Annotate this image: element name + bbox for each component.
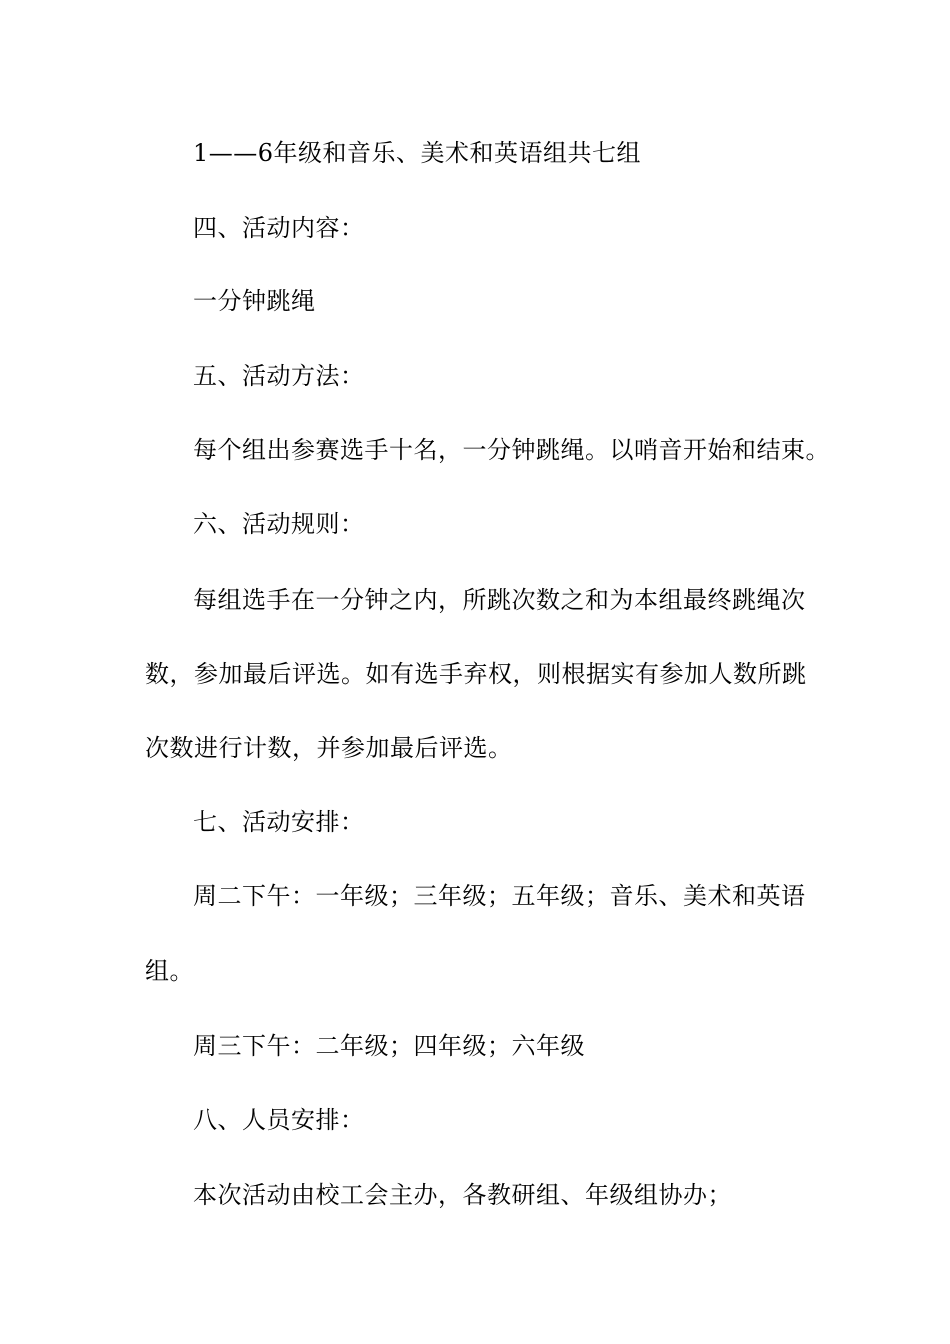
section-heading-rules: 六、活动规则： xyxy=(193,510,365,538)
method-line: 每个组出参赛选手十名，一分钟跳绳。以哨音开始和结束。 xyxy=(193,436,830,464)
section-heading-content: 四、活动内容： xyxy=(193,214,365,242)
rules-line-3: 次数进行计数，并参加最后评选。 xyxy=(145,734,513,762)
rules-line-2: 数，参加最后评选。如有选手弃权，则根据实有参加人数所跳 xyxy=(145,660,807,688)
content-line: 一分钟跳绳 xyxy=(193,287,316,315)
schedule-line-1: 周二下午：一年级；三年级；五年级；音乐、美术和英语 xyxy=(193,882,806,910)
schedule-line-3: 周三下午：二年级；四年级；六年级 xyxy=(193,1032,585,1060)
staff-line: 本次活动由校工会主办，各教研组、年级组协办； xyxy=(193,1181,732,1209)
section-heading-method: 五、活动方法： xyxy=(193,362,365,390)
rules-line-1: 每组选手在一分钟之内，所跳次数之和为本组最终跳绳次 xyxy=(193,586,806,614)
participants-line: 1——6年级和音乐、美术和英语组共七组 xyxy=(193,139,642,167)
schedule-line-2: 组。 xyxy=(145,957,194,985)
section-heading-staff: 八、人员安排： xyxy=(193,1106,365,1134)
section-heading-schedule: 七、活动安排： xyxy=(193,808,365,836)
